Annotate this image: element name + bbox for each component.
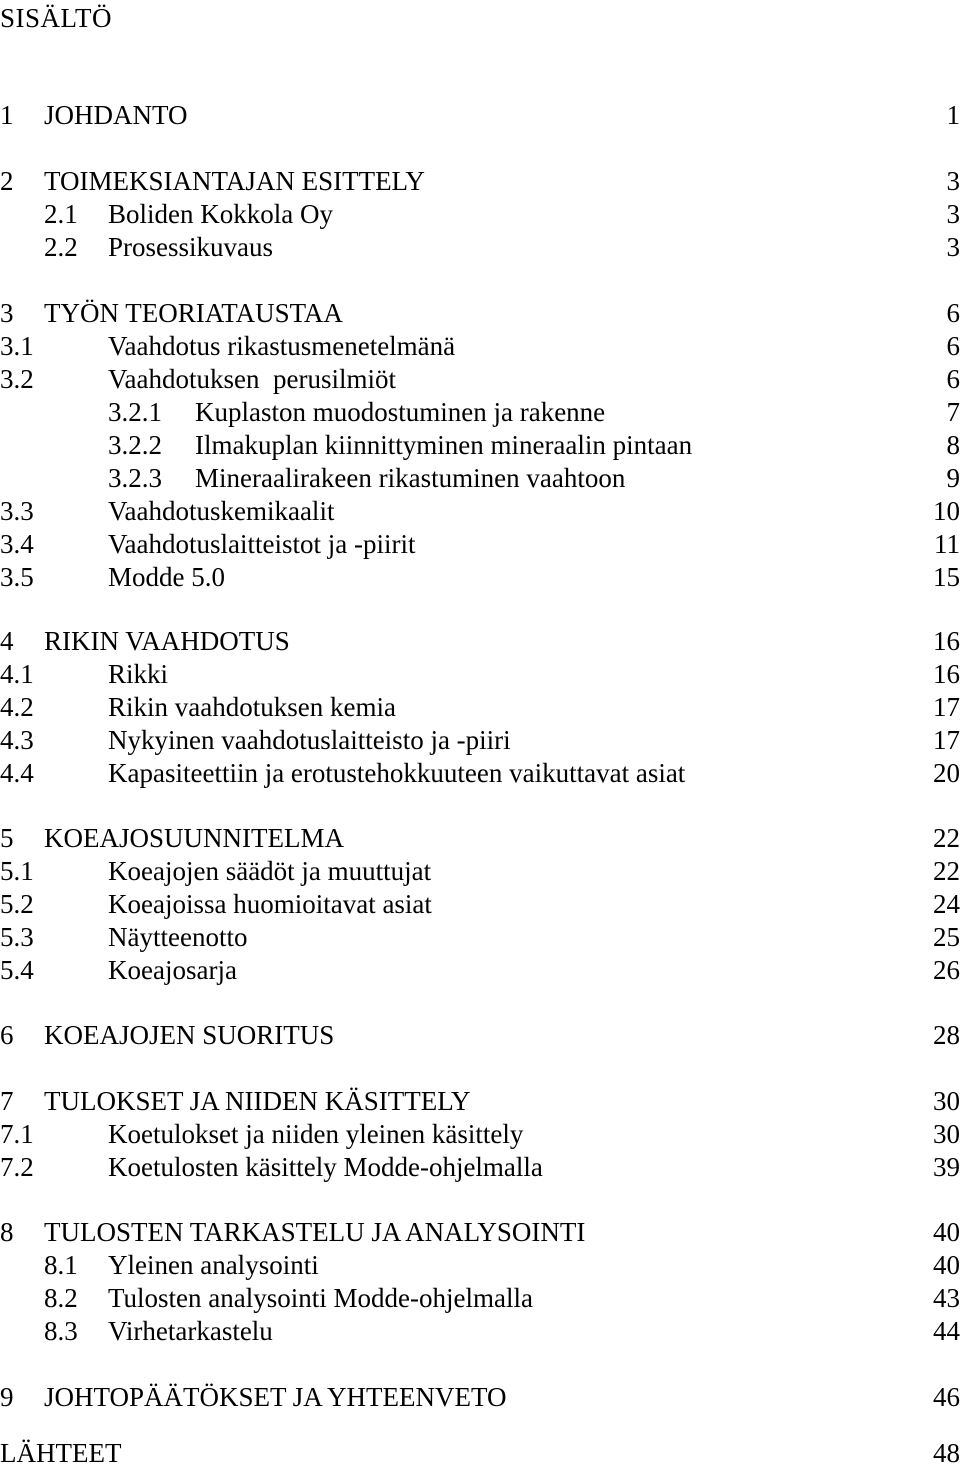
toc-number: 3.4 (0, 529, 34, 559)
toc-entry[interactable] (0, 1018, 960, 1052)
toc-number: 7.1 (0, 1119, 34, 1149)
toc-page: 8 (946, 430, 960, 460)
toc-entry[interactable] (0, 428, 960, 462)
toc-page: 24 (933, 889, 960, 919)
toc-title: Rikin vaahdotuksen kemia (108, 692, 396, 722)
toc-page: 9 (946, 463, 960, 493)
toc-entry[interactable] (0, 657, 960, 691)
toc-number: 8.1 (44, 1250, 78, 1280)
toc-number: 4.4 (0, 758, 34, 788)
toc-page: 25 (933, 922, 960, 952)
toc-title: Kapasiteettiin ja erotustehokkuuteen vaikuttavat asiat (108, 758, 686, 788)
toc-number: 8.3 (44, 1316, 78, 1346)
toc-entry[interactable] (0, 821, 960, 855)
toc-title: JOHTOPÄÄTÖKSET JA YHTEENVETO (44, 1382, 507, 1412)
toc-page: 15 (933, 562, 960, 592)
toc-entry[interactable] (0, 494, 960, 528)
toc-title: Rikki (108, 659, 169, 689)
toc-number: 3.2.1 (108, 397, 162, 427)
toc-entry[interactable] (0, 1314, 960, 1348)
toc-number: 9 (0, 1382, 14, 1412)
toc-number: 3.2.2 (108, 430, 162, 460)
toc-title: LÄHTEET (0, 1438, 122, 1468)
toc-entry[interactable] (0, 164, 960, 198)
toc-title: JOHDANTO (44, 100, 188, 130)
toc-entry[interactable] (0, 624, 960, 658)
toc-entry[interactable] (0, 560, 960, 594)
toc-title: Koeajosarja (108, 955, 237, 985)
toc-page: 28 (933, 1020, 960, 1050)
toc-entry[interactable] (0, 1150, 960, 1184)
toc-page: 3 (946, 166, 960, 196)
toc-title: Virhetarkastelu (108, 1316, 273, 1346)
toc-title: Nykyinen vaahdotuslaitteisto ja -piiri (108, 725, 511, 755)
toc-number: 3.1 (0, 331, 34, 361)
toc-entry[interactable] (0, 461, 960, 495)
toc-page: 6 (946, 298, 960, 328)
toc-page: 22 (933, 823, 960, 853)
page-title: SISÄLTÖ (0, 3, 113, 33)
toc-entry[interactable] (0, 1380, 960, 1414)
toc-title: Kuplaston muodostuminen ja rakenne (195, 397, 606, 427)
toc-page: 40 (933, 1217, 960, 1247)
toc-page: 20 (933, 758, 960, 788)
toc-number: 3.2.3 (108, 463, 162, 493)
toc-title: Koetulokset ja niiden yleinen käsittely (108, 1119, 524, 1149)
toc-title: Yleinen analysointi (108, 1250, 319, 1280)
toc-number: 5 (0, 823, 14, 853)
toc-page: 48 (933, 1438, 960, 1468)
toc-title: Vaahdotuslaitteistot ja -piirit (108, 529, 416, 559)
toc-entry[interactable] (0, 1117, 960, 1151)
toc-entry[interactable] (0, 953, 960, 987)
toc-title: Tulosten analysointi Modde-ohjelmalla (108, 1283, 533, 1313)
toc-entry[interactable] (0, 197, 960, 231)
toc-entry[interactable] (0, 756, 960, 790)
toc-page: 16 (933, 626, 960, 656)
toc-title: RIKIN VAAHDOTUS (44, 626, 290, 656)
toc-title: Vaahdotuskemikaalit (108, 496, 335, 526)
toc-title: Ilmakuplan kiinnittyminen mineraalin pintaan (195, 430, 693, 460)
toc-page: 26 (933, 955, 960, 985)
toc-number: 4.2 (0, 692, 34, 722)
toc-number: 4.3 (0, 725, 34, 755)
toc-page: 30 (933, 1119, 960, 1149)
toc-title: KOEAJOJEN SUORITUS (44, 1020, 335, 1050)
toc-number: 7.2 (0, 1152, 34, 1182)
toc-title: Näytteenotto (108, 922, 248, 952)
toc-title: Koeajoissa huomioitavat asiat (108, 889, 432, 919)
toc-page: 43 (933, 1283, 960, 1313)
toc-page: 6 (946, 364, 960, 394)
toc-page: 7 (946, 397, 960, 427)
toc-number: 8 (0, 1217, 14, 1247)
toc-number: 6 (0, 1020, 14, 1050)
toc-entry[interactable] (0, 1281, 960, 1315)
toc-number: 5.2 (0, 889, 34, 919)
toc-title: TULOSTEN TARKASTELU JA ANALYSOINTI (44, 1217, 586, 1247)
toc-number: 4.1 (0, 659, 34, 689)
toc-page: 3 (946, 232, 960, 262)
toc-number: 8.2 (44, 1283, 78, 1313)
toc-title: Mineraalirakeen rikastuminen vaahtoon (195, 463, 626, 493)
toc-entry[interactable] (0, 1215, 960, 1249)
toc-title: Koeajojen säädöt ja muuttujat (108, 856, 432, 886)
toc-page: 10 (933, 496, 960, 526)
toc-entry[interactable] (0, 296, 960, 330)
toc-number: 2 (0, 166, 14, 196)
toc-page: 3 (946, 199, 960, 229)
toc-number: 2.2 (44, 232, 78, 262)
toc-entry[interactable] (0, 98, 960, 132)
toc-entry[interactable] (0, 527, 960, 561)
toc-number: 3.2 (0, 364, 34, 394)
toc-page: 44 (933, 1316, 960, 1346)
toc-entry[interactable] (0, 690, 960, 724)
toc-page: 17 (933, 692, 960, 722)
toc-page: 46 (933, 1382, 960, 1412)
toc-entry[interactable] (0, 230, 960, 264)
toc-number: 7 (0, 1086, 14, 1116)
toc-number: 3 (0, 298, 14, 328)
toc-entry[interactable] (0, 362, 960, 396)
toc-page: 16 (933, 659, 960, 689)
toc-title: Vaahdotus rikastusmenetelmänä (108, 331, 456, 361)
toc-entry[interactable] (0, 329, 960, 363)
toc-title: Boliden Kokkola Oy (108, 199, 333, 229)
toc-entry[interactable] (0, 1436, 960, 1470)
toc-number: 5.3 (0, 922, 34, 952)
toc-entry[interactable] (0, 854, 960, 888)
toc-page: 1 (946, 100, 960, 130)
toc-title: Vaahdotuksen perusilmiöt (108, 364, 396, 394)
toc-title: KOEAJOSUUNNITELMA (44, 823, 344, 853)
toc-title: TULOKSET JA NIIDEN KÄSITTELY (44, 1086, 471, 1116)
toc-title: Koetulosten käsittely Modde-ohjelmalla (108, 1152, 543, 1182)
toc-entry[interactable] (0, 920, 960, 954)
toc-entry[interactable] (0, 1084, 960, 1118)
toc-number: 1 (0, 100, 14, 130)
toc-page: 40 (933, 1250, 960, 1280)
toc-number: 2.1 (44, 199, 78, 229)
toc-page: 22 (933, 856, 960, 886)
toc-page: 30 (933, 1086, 960, 1116)
toc-title: Prosessikuvaus (108, 232, 274, 262)
toc-title: Modde 5.0 (108, 562, 225, 592)
toc-page: 6 (946, 331, 960, 361)
toc-number: 3.5 (0, 562, 34, 592)
toc-number: 5.1 (0, 856, 34, 886)
toc-entry[interactable] (0, 1248, 960, 1282)
toc-number: 4 (0, 626, 14, 656)
toc-page: 11 (934, 529, 960, 559)
toc-page: 17 (933, 725, 960, 755)
toc-title: TYÖN TEORIATAUSTAA (44, 298, 343, 328)
toc-number: 3.3 (0, 496, 34, 526)
toc-entry[interactable] (0, 395, 960, 429)
toc-entry[interactable] (0, 887, 960, 921)
toc-title: TOIMEKSIANTAJAN ESITTELY (44, 166, 425, 196)
toc-page: 39 (933, 1152, 960, 1182)
toc-number: 5.4 (0, 955, 34, 985)
toc-entry[interactable] (0, 723, 960, 757)
